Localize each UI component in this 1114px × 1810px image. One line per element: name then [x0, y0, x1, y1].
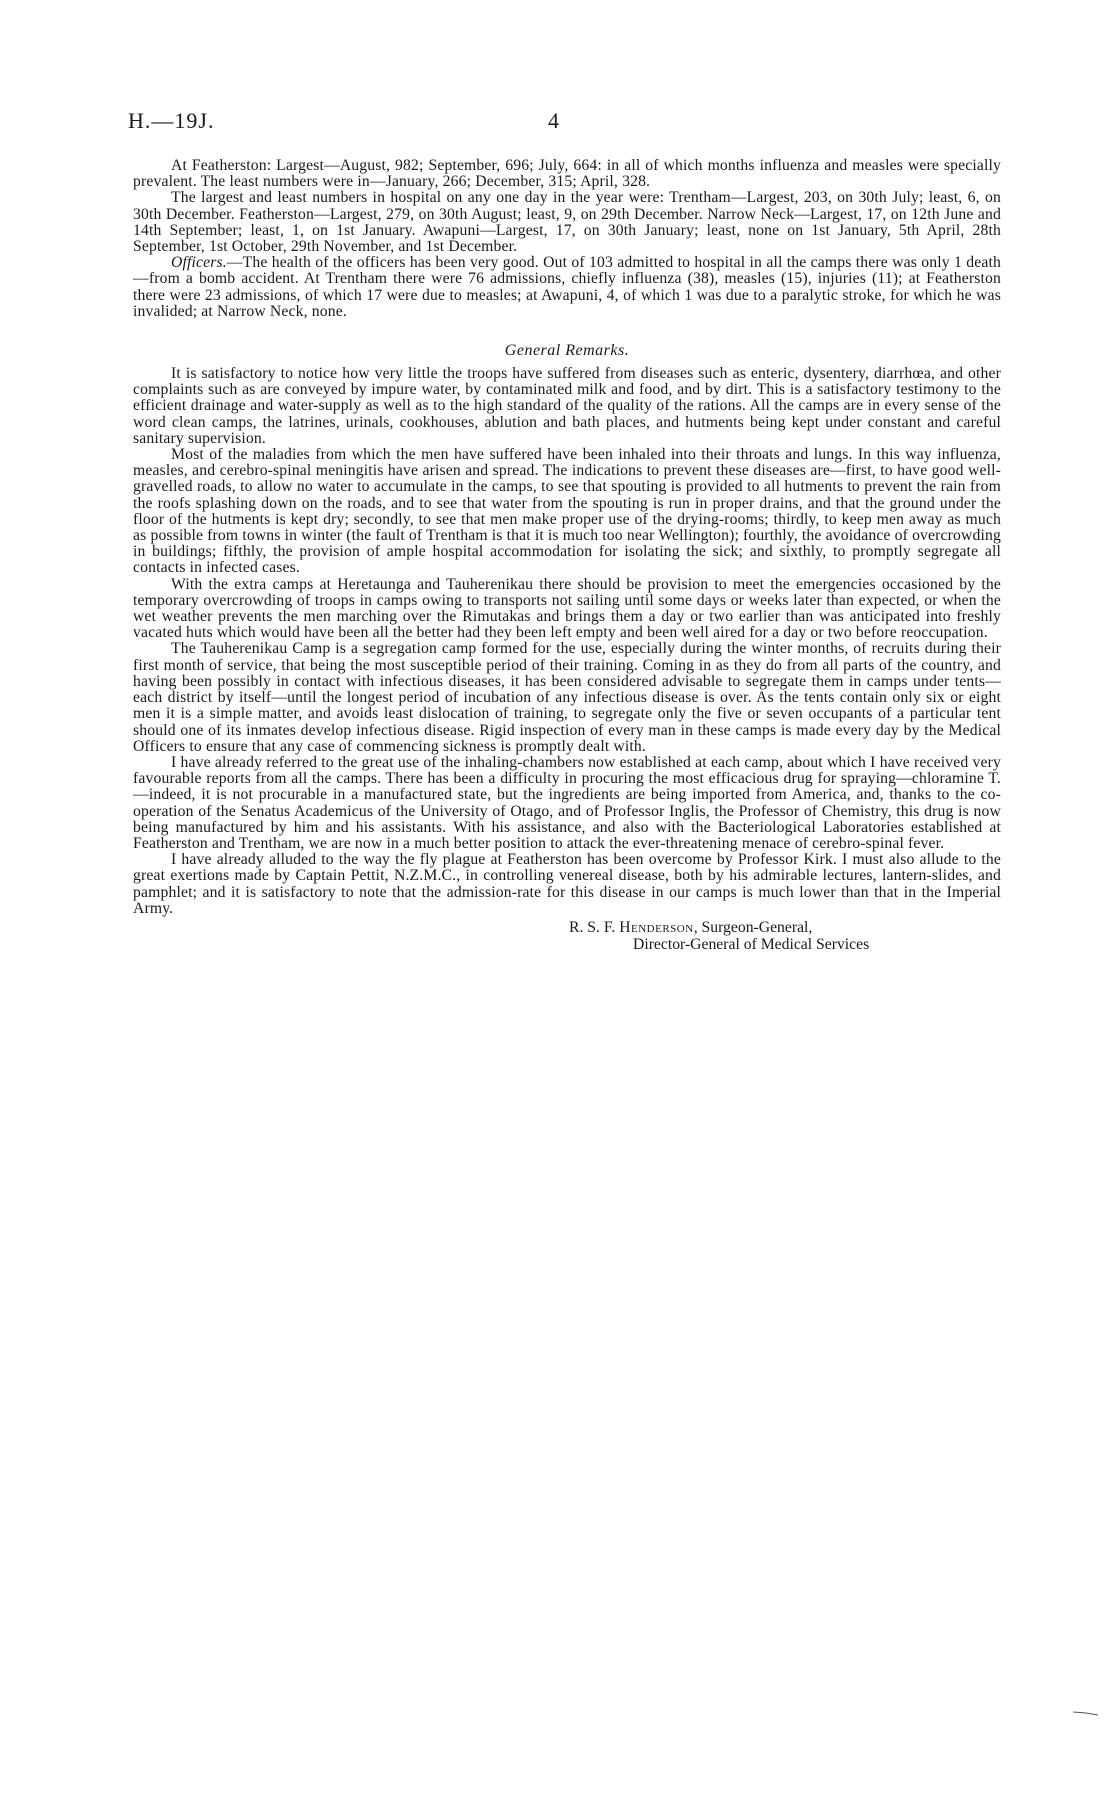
signature-block — [569, 919, 1001, 953]
signature-title: Director-General of Medical Services — [633, 935, 870, 953]
paragraph-hospital-numbers: The largest and least numbers in hospital on any one day in the year were: Trentham—Largest, 203, on 30th July; least, 6, on 30th December. Featherston—Largest, 279, on 30th August; least, 9, on 29th December. Narrow Neck—Largest, 17, on 12th June and 14th September; least, 1, on 1st January. Awapuni—Largest, 17, on 30th January; least, none on 1st January, 5th April, 28th September, 1st October, 29th November, and 1st December. — [133, 189, 1001, 256]
remarks-paragraph-2: Most of the maladies from which the men have suffered have been inhaled into their throats and lungs. In this way influenza, measles, and cerebro-spinal meningitis have arisen and spread. The indications to prevent these diseases are—first, to have good well-gravelled roads, to allow no water to accumulate in the camps, to see that spouting is provided to all hutments to prevent the rain from the roofs splashing down on the roads, and to see that water from the spouting is run in proper drains, and that the ground under the floor of the hutments is kept dry; secondly, to see that men make proper use of the drying-rooms; thirdly, to keep men away as much as possible from towns in winter (the fault of Trentham is that it is much too near Wellington); fourthly, the avoidance of overcrowding in buildings; fifthly, the provision of ample hospital accommodation for isolating the sick; and sixthly, to promptly segregate all contacts in infected cases. — [133, 446, 1001, 577]
signature-name: Henderson — [619, 918, 694, 936]
section-title: General Remarks. — [504, 342, 630, 360]
remarks-paragraph-3: With the extra camps at Heretaunga and Tauherenikau there should be provision to meet the emergencies occasioned by the temporary overcrowding of troops in camps owing to transports not sailing until some days or weeks later than expected, or when the wet weather prevents the men marching over the Rimutakas and brings them a day or two earlier than was anticipated into freshly vacated huts which would have been all the better had they been left empty and been well aired for a day or two before reoccupation. — [133, 575, 1001, 642]
stray-pen-mark — [1072, 1710, 1100, 1716]
officers-label: Officers. — [171, 254, 227, 272]
remarks-paragraph-5: I have already referred to the great use of the inhaling-chambers now established at each camp, about which I have received very favourable reports from all the camps. There has been a difficulty in procuring the most efficacious drug for spraying—chloramine T.—indeed, it is not procurable in a manufactured state, but the ingredients are being imported from America, and, thanks to the co-operation of the Senatus Academicus of the University of Otago, and of Professor Inglis, the Professor of Chemistry, this drug is now being manufactured by him and his assistants. With his assistance, and also with the Bacteriological Laboratories established at Featherston and Trentham, we are now in a much better position to attack the ever-threatening menace of cerebro-spinal fever. — [133, 753, 1001, 852]
remarks-paragraph-1: It is satisfactory to notice how very little the troops have suffered from diseases such as enteric, dysentery, diarrhœa, and other complaints such as are conveyed by impure water, by contaminated milk and food, and by dirt. This is a satisfactory testimony to the efficient drainage and water-supply as well as to the high standard of the quality of the rations. All the camps are in every sense of the word clean camps, the latrines, urinals, cookhouses, ablution and bath places, and hutments being kept under constant and careful sanitary supervision. — [133, 365, 1001, 447]
document-body — [133, 158, 1001, 953]
remarks-paragraph-4: The Tauherenikau Camp is a segregation camp formed for the use, especially during the winter months, of recruits during their first month of service, that being the most susceptible period of their training. Coming in as they do from all parts of the country, and having been possibly in contact with infectious diseases, it has been considered advisable to segregate them in camps under tents—each district by itself—until the longest period of incubation of any infectious disease is over. As the tents contain only six or eight men it is a simple matter, and avoids least dislocation of training, to segregate only the five or seven occupants of a particular tent should one of its inmates develop infectious disease. Rigid inspection of every man in these camps is made every day by the Medical Officers to ensure that any case of commencing sickness is promptly dealt with. — [133, 640, 1001, 755]
signature-rank: , Surgeon-General, — [693, 918, 813, 936]
remarks-paragraph-6: I have already alluded to the way the fly plague at Featherston has been overcome by Professor Kirk. I must also allude to the great exertions made by Captain Pettit, N.Z.M.C., in controlling venereal disease, both by his admirable lectures, lantern-slides, and pamphlet; and it is satisfactory to note that the admission-rate for this disease in our camps is much lower than that in the Imperial Army. — [133, 851, 1001, 917]
paragraph-officers — [133, 255, 1001, 320]
page-number: 4 — [548, 108, 559, 133]
paragraph-featherston-numbers: At Featherston: Largest—August, 982; September, 696; July, 664: in all of which months influenza and measles were specially prevalent. The least numbers were in—January, 266; December, 315; April, 328. — [133, 157, 1001, 191]
report-reference: H.—19J. — [128, 108, 215, 133]
signature-initials: R. S. F. — [569, 918, 616, 936]
page-header — [128, 108, 1008, 138]
officers-text: —The health of the officers has been very good. Out of 103 admitted to hospital in all the camps there was only 1 death—from a bomb accident. At Trentham there were 76 admissions, chiefly influenza (38), measles (15), injuries (11); at Featherston there were 23 admissions, of which 17 were due to measles; at Awapuni, 4, of which 1 was due to a paralytic stroke, for which he was invalided; at Narrow Neck, none. — [133, 254, 1001, 320]
